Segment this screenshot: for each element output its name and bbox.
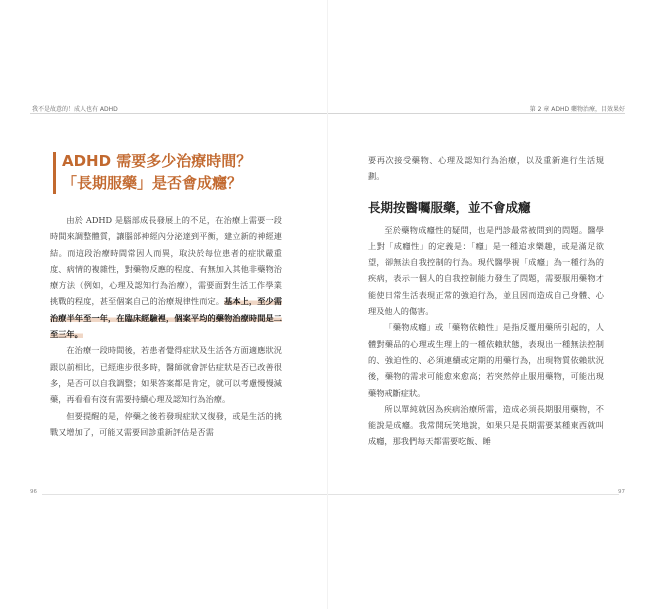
running-head-chapter-title: 第 2 章 ADHD 藥物治療，目效果好 bbox=[529, 106, 625, 113]
paragraph-addiction-definition: 至於藥物成癮性的疑問，也是門診最常被問到的問題。醫學上對「成癮性」的定義是：「癮」是一種追求樂趣，或是滿足欲望，卻無法自我控制的行為。現代醫學視「成癮」為一種行為的疾病，表示一個人的自我控制能力發生了問題，需要服用藥物才能使日常生活表現正常的強迫行為，並且因而造成自己身體、心理及他人的傷害。 bbox=[368, 224, 604, 317]
page-number: 96 bbox=[30, 489, 37, 495]
page-number: 97 bbox=[618, 489, 625, 495]
chapter-title bbox=[62, 150, 251, 194]
left-page bbox=[0, 0, 327, 609]
section-heading: 長期按醫囑服藥，並不會成癮 bbox=[368, 199, 531, 215]
paragraph-not-addiction: 所以單純就因為疾病治療所需，造成必須長期服用藥物，不能說是成癮。我常開玩笑地說，如果只是長期需要某種東西就叫成癮，那我們每天都需要吃飯、睡 bbox=[368, 403, 604, 447]
paragraph-continuation: 要再次接受藥物、心理及認知行為治療，以及重新進行生活規劃。 bbox=[368, 155, 604, 182]
chapter-accent-bar bbox=[53, 152, 56, 194]
paragraph-drug-dependence: 「藥物成癮」或「藥物依賴性」是指反覆用藥所引起的，人體對藥品的心理或生理上的一種依賴狀態，表現出一種無法控制的、強迫性的、必須連續或定期的用藥行為，出現物質依賴狀況後，藥物的需求可能愈來愈高；若突然停止服用藥物，可能出現藥物戒斷症狀。 bbox=[368, 322, 604, 398]
header-rule bbox=[328, 113, 625, 114]
paragraph-tapering: 在治療一段時間後，若患者覺得症狀及生活各方面適應狀況跟以前相比，已經進步很多時，醫師就會評估症狀是否已改善很多，是否可以自我調整；如果答案都是肯定，就可以考慮慢慢減藥，再看看有沒有需要持續心理及認知行為治療。 bbox=[50, 345, 282, 405]
left-body-text bbox=[50, 212, 282, 440]
footer-rule bbox=[328, 494, 619, 495]
chapter-title-line1: ADHD 需要多少治療時間？ bbox=[62, 152, 252, 170]
header-rule bbox=[30, 113, 327, 114]
right-page bbox=[328, 0, 655, 609]
footer-rule bbox=[42, 494, 327, 495]
chapter-title-line2: 「長期服藥」是否會成癮？ bbox=[62, 174, 243, 192]
right-body-text bbox=[368, 152, 604, 450]
paragraph-treatment-duration bbox=[50, 212, 282, 342]
paragraph-text: 由於 ADHD 是腦部成長發展上的不足，在治療上需要一段時間來調整體質，讓腦部神經內分泌達到平衡，建立新的神經連結。而這段治療時間常因人而異，取決於每位患者的症狀嚴重度、病情的複雜性，對藥物反應的程度、有無加入其他非藥物治療方法（例如，心理及認知行為治療），需要面對生活工作學業挑戰的程度，甚至個案自己的治療規律性而定。 bbox=[50, 215, 282, 307]
highlighted-key-sentence: 基本上，至少需治療半年至一年，在臨床經驗裡，個案平均的藥物治療時間是二至三年。 bbox=[50, 296, 282, 340]
running-head-book-title: 我不是故意的！成人也有 ADHD bbox=[32, 106, 118, 113]
paragraph-relapse: 但要提醒的是，停藥之後若發現症狀又復發，或是生活的挑戰又增加了，可能又需要回診重新評估是否需 bbox=[50, 410, 282, 437]
